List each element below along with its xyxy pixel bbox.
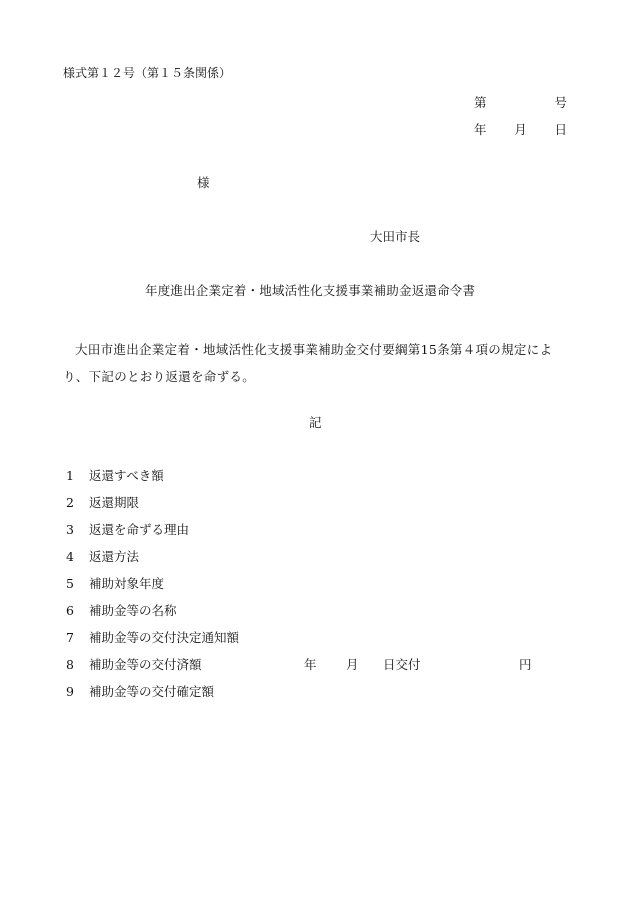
item-number: 7 [66,630,74,645]
list-item [66,576,532,603]
item-label: 補助金等の名称 [89,603,177,618]
delivered-year: 年 [304,657,317,672]
document-title: 年度進出企業定着・地域活性化支援事業補助金返還命令書 [145,283,476,298]
delivered-day: 日交付 [383,657,421,672]
item-list [66,468,532,711]
list-item [66,630,532,657]
document-number [474,95,567,110]
delivered-yen: 円 [519,657,532,672]
item-label: 補助金等の交付済額 [89,657,202,672]
item-label: 返還方法 [89,549,140,564]
addressee-honorific: 様 [197,175,210,190]
item-label: 返還期限 [89,495,140,510]
date-day: 日 [554,122,567,137]
item-number: 2 [66,495,74,510]
item-label: 返還を命ずる理由 [89,522,190,537]
item-number: 8 [66,657,74,672]
item-number: 5 [66,576,74,591]
date-year: 年 [474,122,487,137]
list-item [66,495,532,522]
list-item [66,549,532,576]
list-item [66,684,532,711]
ki-heading: 記 [309,415,322,430]
doc-number-prefix: 第 [474,95,487,110]
item-number: 9 [66,684,74,699]
item-number: 3 [66,522,74,537]
item-label: 補助金等の交付決定通知額 [89,630,240,645]
item-label: 返還すべき額 [89,468,164,483]
list-item [66,522,532,549]
list-item [66,603,532,630]
delivered-month: 月 [346,657,359,672]
body-paragraph: 大田市進出企業定着・地域活性化支援事業補助金交付要綱第15条第４項の規定により、下記のとおり返還を命ずる。 [63,342,553,384]
item-label: 補助金等の交付確定額 [89,684,215,699]
item-label: 補助対象年度 [89,576,165,591]
item-number: 1 [66,468,74,483]
form-number: 様式第１２号（第１５条関係） [63,66,232,80]
list-item [66,657,532,684]
issuer-name: 大田市長 [370,229,421,244]
list-item [66,468,532,495]
doc-number-suffix: 号 [554,95,567,110]
item-number: 4 [66,549,74,564]
document-date [474,122,567,137]
date-month: 月 [514,122,527,137]
item-number: 6 [66,603,74,618]
